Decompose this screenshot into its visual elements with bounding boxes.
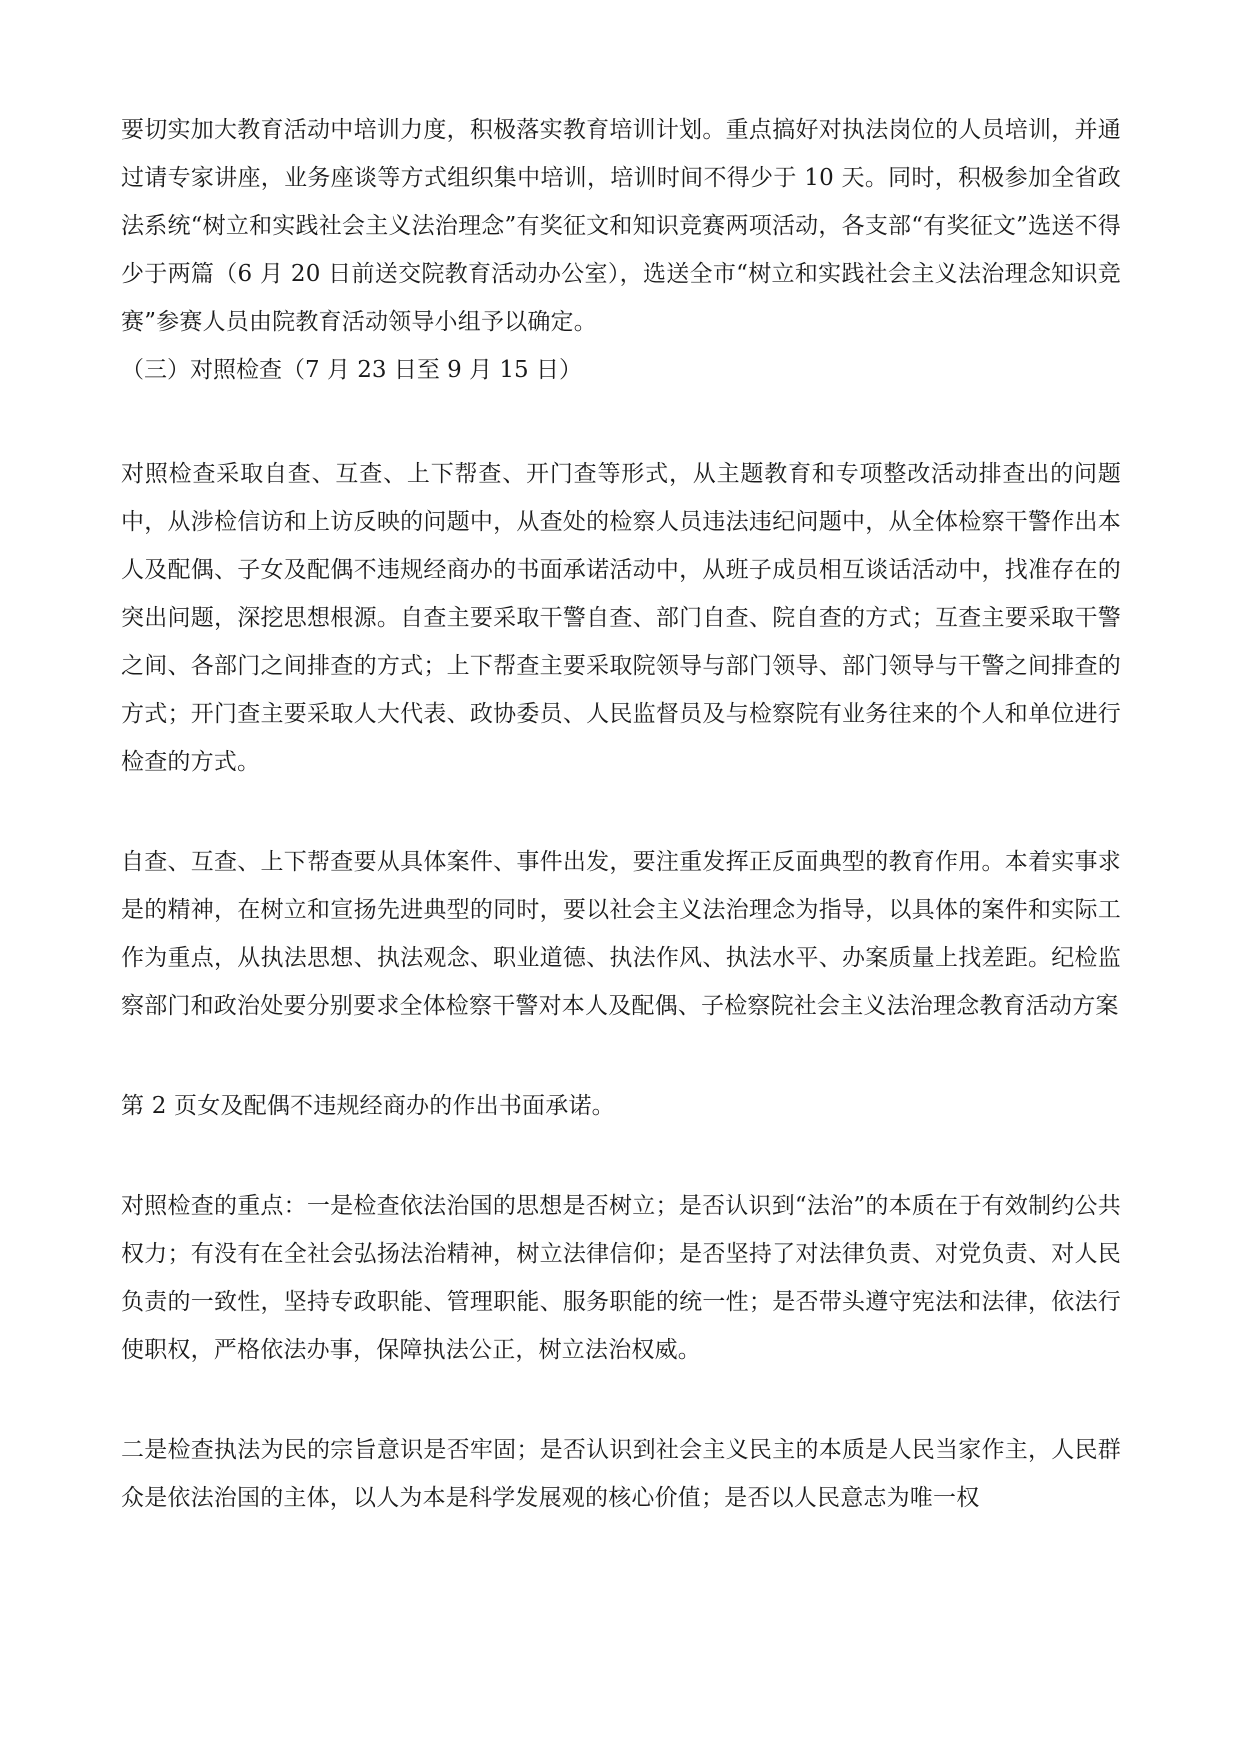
paragraph-page-footer-continuation: 第 2 页女及配偶不违规经商办的作出书面承诺。 — [121, 1093, 615, 1119]
paragraph-training: 要切实加大教育活动中培训力度，积极落实教育培训计划。重点搞好对执法岗位的人员培训，并通过请专家讲座，业务座谈等方式组织集中培训，培训时间不得少于 10 天。同时，积极参加全省政法系统“树立和实践社会主义法治理念”有奖征文和知识竞赛两项活动，各支部“有奖征文”选送不得少于两篇（6 月 20 日前送交院教育活动办公室），选送全市“树立和实践社会主义法治理念知识竞赛”参赛人员由院教育活动领导小组予以确定。 — [121, 117, 1121, 335]
paragraph-check-methods: 对照检查采取自查、互查、上下帮查、开门查等形式，从主题教育和专项整改活动排查出的问题中，从涉检信访和上访反映的问题中，从查处的检察人员违法违纪问题中，从全体检察干警作出本人及配偶、子女及配偶不违规经商办的书面承诺活动中，从班子成员相互谈话活动中，找准存在的突出问题，深挖思想根源。自查主要采取干警自查、部门自查、院自查的方式；互查主要采取干警之间、各部门之间排查的方式；上下帮查主要采取院领导与部门领导、部门领导与干警之间排查的方式；开门查主要采取人大代表、政协委员、人民监督员及与检察院有业务往来的个人和单位进行检查的方式。 — [121, 461, 1121, 775]
paragraph-check-focus-two: 二是检查执法为民的宗旨意识是否牢固；是否认识到社会主义民主的本质是人民当家作主，人民群众是依法治国的主体，以人为本是科学发展观的核心价值；是否以人民意志为唯一权 — [121, 1437, 1121, 1511]
document-page — [121, 106, 1121, 1522]
paragraph-check-focus-one: 对照检查的重点：一是检查依法治国的思想是否树立；是否认识到“法治”的本质在于有效制约公共权力；有没有在全社会弘扬法治精神，树立法律信仰；是否坚持了对法律负责、对党负责、对人民负责的一致性，坚持专政职能、管理职能、服务职能的统一性；是否带头遵守宪法和法律，依法行使职权，严格依法办事，保障执法公正，树立法治权威。 — [121, 1193, 1121, 1363]
section-heading-comparison-check: （三）对照检查（7 月 23 日至 9 月 15 日） — [121, 357, 582, 383]
paragraph-self-check: 自查、互查、上下帮查要从具体案件、事件出发，要注重发挥正反面典型的教育作用。本着实事求是的精神，在树立和宣扬先进典型的同时，要以社会主义法治理念为指导，以具体的案件和实际工作为重点，从执法思想、执法观念、职业道德、执法作风、执法水平、办案质量上找差距。纪检监察部门和政治处要分别要求全体检察干警对本人及配偶、子检察院社会主义法治理念教育活动方案 — [121, 849, 1121, 1019]
